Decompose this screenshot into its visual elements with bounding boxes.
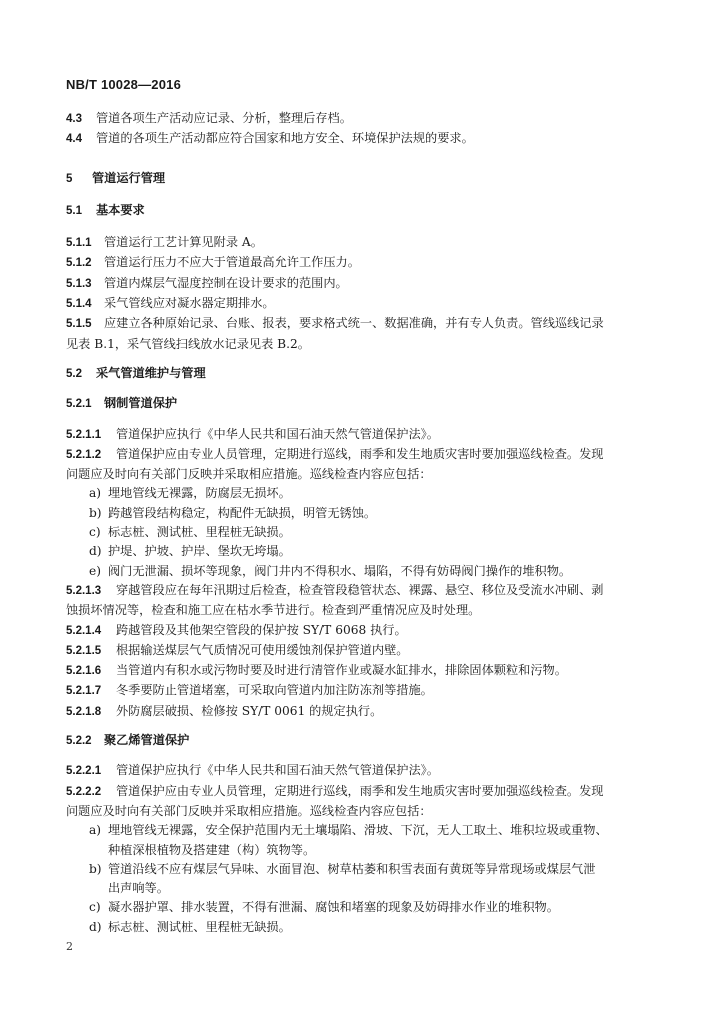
list-item [66, 898, 656, 917]
list-text-line-1: 埋地管线无裸露，安全保护范围内无土壤塌陷、滑坡、下沉，无人工取土、堆积垃圾或重物、 [108, 823, 608, 838]
clause-5-2-1-8 [66, 702, 656, 722]
list-item [66, 523, 656, 542]
section-5-2-heading [66, 364, 656, 384]
clause-5-1-5 [66, 314, 656, 354]
clause-text-line-2: 蚀损坏情况等，检查和施工应在枯水季节进行。检查到严重情况应及时处理。 [66, 603, 481, 618]
clause-4-4 [66, 129, 656, 149]
clause-number: 4.3 [66, 113, 82, 125]
list-label: b) [89, 861, 102, 876]
list-item [66, 562, 656, 581]
list-item [66, 484, 656, 503]
clause-number: 5.1.2 [66, 257, 92, 270]
clause-5-2-2-2 [66, 782, 656, 822]
list-text-line-2: 种植深根植物及搭建建（构）筑物等。 [108, 842, 316, 857]
clause-text: 根据输送煤层气气质情况可使用缓蚀剂保护管道内壁。 [116, 642, 409, 657]
list-text-line-2: 出声响等。 [108, 881, 169, 896]
list-text: 凝水器护罩、排水装置，不得有泄漏、腐蚀和堵塞的现象及妨碍排水作业的堆积物。 [108, 900, 559, 915]
list-label: b) [89, 505, 102, 520]
clause-5-2-2-1 [66, 761, 656, 781]
clause-number: 5.2.1.8 [66, 705, 102, 718]
clause-5-2-1-3 [66, 581, 656, 621]
subsection-5-2-1-heading [66, 394, 656, 414]
list-text-line-1: 管道沿线不应有煤层气异味、水面冒泡、树草枯萎和积雪表面有黄斑等异常现场或煤层气泄 [108, 861, 596, 876]
clause-text: 冬季要防止管道堵塞，可采取向管道内加注防冻剂等措施。 [116, 683, 433, 698]
clause-number: 5.2.1.6 [66, 665, 102, 678]
clause-number: 5.2.1.7 [66, 685, 102, 698]
list-text: 护堤、护坡、护岸、堡坎无垮塌。 [108, 544, 291, 559]
clause-number: 5.1.4 [66, 298, 92, 311]
list-item [66, 542, 656, 561]
clause-text: 管道保护应执行《中华人民共和国石油天然气管道保护法》。 [116, 426, 439, 441]
clause-5-1-3 [66, 274, 656, 294]
clause-text: 管道各项生产活动应记录、分析，整理后存档。 [96, 111, 352, 125]
clause-5-2-1-4 [66, 621, 656, 641]
list-item [66, 504, 656, 523]
clause-number: 5.1.5 [66, 318, 92, 331]
subsection-number: 5.2.1 [66, 398, 92, 411]
list-label: d) [89, 544, 102, 559]
list-text: 标志桩、测试桩、里程桩无缺损。 [108, 919, 291, 934]
clause-text-line-1: 管道保护应由专业人员管理，定期进行巡线，雨季和发生地质灾害时要加强巡线检查。发现 [116, 446, 604, 461]
page-content [66, 109, 656, 937]
subsection-5-2-2-heading [66, 731, 656, 751]
clause-4-3 [66, 109, 656, 129]
clause-5-2-1-7 [66, 681, 656, 701]
list-text: 阀门无泄漏、损坏等现象，阀门井内不得积水、塌陷，不得有妨碍阀门操作的堆积物。 [108, 563, 572, 578]
clause-text: 跨越管段及其他架空管段的保护按 SY/T 6068 执行。 [116, 622, 407, 637]
clause-5-2-1-5 [66, 641, 656, 661]
clause-text: 管道的各项生产活动都应符合国家和地方安全、环境保护法规的要求。 [96, 131, 474, 146]
standard-code: NB/T 10028—2016 [66, 77, 182, 92]
clause-number: 5.2.2.1 [66, 765, 102, 778]
clause-5-1-4 [66, 294, 656, 314]
clause-text-line-2: 问题应及时向有关部门反映并采取相应措施。巡线检查内容应包括： [66, 803, 432, 818]
clause-number: 5.2.2.2 [66, 785, 102, 798]
clause-number: 5.2.1.3 [66, 584, 102, 597]
section-title: 采气管道维护与管理 [96, 365, 206, 380]
list-item [66, 860, 656, 879]
chapter-number: 5 [66, 172, 73, 185]
clause-5-1-1 [66, 233, 656, 253]
list-label: a) [89, 823, 102, 838]
subsection-number: 5.2.2 [66, 735, 92, 748]
clause-5-2-1-6 [66, 661, 656, 681]
list-label: e) [89, 563, 101, 578]
section-5-1-heading [66, 201, 656, 221]
clause-text-line-1: 管道保护应由专业人员管理，定期进行巡线，雨季和发生地质灾害时要加强巡线检查。发现 [116, 783, 604, 798]
list-item [66, 918, 656, 937]
list-label: c) [89, 525, 101, 540]
clause-number: 5.2.1.4 [66, 624, 102, 637]
clause-5-1-2 [66, 253, 656, 273]
clause-5-2-1-1 [66, 425, 656, 445]
clause-text: 外防腐层破损、检修按 SY/T 0061 的规定执行。 [116, 703, 383, 718]
clause-text: 当管道内有积水或污物时要及时进行清管作业或凝水缸排水，排除固体颗粒和污物。 [116, 663, 567, 678]
clause-text: 管道内煤层气湿度控制在设计要求的范围内。 [104, 275, 348, 290]
clause-text-line-1: 应建立各种原始记录、台账、报表，要求格式统一、数据准确，并有专人负责。管线巡线记录 [104, 316, 604, 331]
section-title: 基本要求 [96, 202, 145, 217]
clause-number: 5.2.1.1 [66, 428, 102, 441]
list-item [66, 821, 656, 840]
section-number: 5.2 [66, 367, 82, 380]
subsection-title: 聚乙烯管道保护 [104, 733, 190, 748]
list-label: c) [89, 900, 101, 915]
page-number: 2 [66, 940, 73, 953]
clause-text: 管道保护应执行《中华人民共和国石油天然气管道保护法》。 [116, 763, 439, 778]
clause-text: 管道运行压力不应大于管道最高允许工作压力。 [104, 255, 360, 270]
clause-number: 5.2.1.2 [66, 448, 102, 461]
clause-text-line-1: 穿越管段应在每年汛期过后检查，检查管段稳管状态、裸露、悬空、移位及受流水冲刷、剥 [116, 582, 604, 597]
list-label: a) [89, 486, 102, 501]
chapter-5-heading [66, 169, 656, 189]
clause-text-line-2: 问题应及时向有关部门反映并采取相应措施。巡线检查内容应包括： [66, 467, 432, 482]
clause-5-2-1-2 [66, 445, 656, 485]
subsection-title: 钢制管道保护 [104, 396, 178, 411]
section-number: 5.1 [66, 204, 82, 217]
chapter-title: 管道运行管理 [92, 170, 166, 185]
list-text: 埋地管线无裸露，防腐层无损坏。 [108, 486, 291, 501]
clause-number: 5.1.1 [66, 237, 92, 250]
clause-text: 采气管线应对凝水器定期排水。 [104, 296, 275, 311]
list-label: d) [89, 919, 102, 934]
clause-number: 4.4 [66, 133, 82, 146]
clause-number: 5.1.3 [66, 277, 92, 290]
clause-number: 5.2.1.5 [66, 644, 102, 657]
list-text: 跨越管段结构稳定，构配件无缺损，明管无锈蚀。 [108, 505, 377, 520]
clause-text-line-2: 见表 B.1，采气管线扫线放水记录见表 B.2。 [66, 336, 310, 351]
clause-text: 管道运行工艺计算见附录 A。 [104, 235, 263, 250]
list-text: 标志桩、测试桩、里程桩无缺损。 [108, 525, 291, 540]
